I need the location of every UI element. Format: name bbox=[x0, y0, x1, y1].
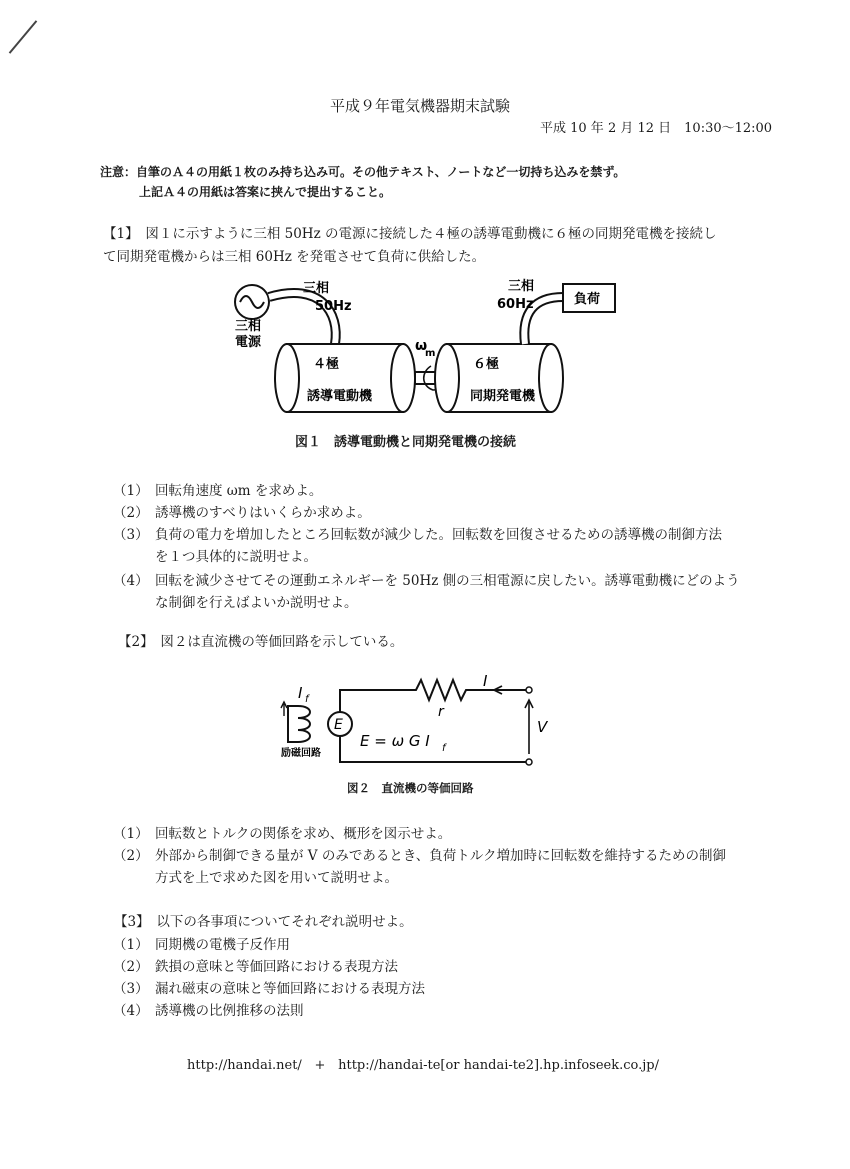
emf-equation-sub: f bbox=[442, 743, 446, 754]
source-label-2: 電源 bbox=[235, 335, 262, 350]
q1-item-4-cont: な制御を行えばよいか説明せよ。 bbox=[155, 595, 358, 611]
omega-sub-label: m bbox=[425, 348, 436, 359]
field-current-sub-label: f bbox=[305, 694, 309, 705]
exam-title: 平成９年電気機器期末試験 bbox=[330, 97, 511, 115]
q1-item-3: （3） 負荷の電力を増加したところ回転数が減少した。回転数を回復させるための誘導機の制御方法 bbox=[113, 527, 722, 543]
sine-wave-icon bbox=[240, 296, 264, 308]
generator-name-label: 同期発電機 bbox=[470, 389, 536, 404]
armature-wire bbox=[340, 680, 529, 712]
armature-current-label: I bbox=[483, 672, 488, 690]
omega-label: ω bbox=[415, 338, 428, 354]
figure-2-diagram bbox=[278, 662, 553, 774]
q3-intro: 【3】 以下の各事項についてそれぞれ説明せよ。 bbox=[114, 914, 413, 930]
footer-url-2[interactable]: http://handai-te[or handai-te2].hp.infoseek.co.jp/ bbox=[338, 1058, 659, 1073]
emf-equation: E = ω G I bbox=[360, 732, 430, 750]
generator-poles-label: ６極 bbox=[473, 357, 500, 372]
source-label-1: 三相 bbox=[235, 319, 262, 334]
q1-item-4: （4） 回転を減少させてその運動エネルギーを 50Hz 側の三相電源に戻したい。誘導電動機にどのよう bbox=[113, 573, 740, 589]
load-label: 負荷 bbox=[574, 292, 601, 307]
footer-links bbox=[187, 1058, 659, 1073]
voltage-label: V bbox=[537, 718, 548, 736]
field-current-label: I bbox=[298, 684, 303, 702]
figure-2-caption: 図２ 直流機の等価回路 bbox=[347, 781, 474, 795]
q1-intro-line-2: て同期発電機からは三相 60Hz を発電させて負荷に供給した。 bbox=[103, 249, 486, 265]
footer-url-1[interactable]: http://handai.net/ bbox=[187, 1058, 302, 1073]
field-coil bbox=[298, 706, 310, 742]
footer-separator: + bbox=[314, 1058, 326, 1073]
notice-line-1: 注意：自筆のＡ４の用紙１枚のみ持ち込み可。その他テキスト、ノートなど一切持ち込みを禁ず。 bbox=[100, 165, 626, 179]
resistance-label: r bbox=[438, 704, 444, 720]
right-freq-label-1: 三相 bbox=[508, 279, 535, 294]
q1-intro-line-1: 【1】 図１に示すように三相 50Hz の電源に接続した４極の誘導電動機に６極の同期発電機を接続し bbox=[103, 226, 717, 242]
exam-date: 平成 10 年 2 月 12 日 10:30〜12:00 bbox=[540, 121, 773, 136]
figure-1-caption: 図１ 誘導電動機と同期発電機の接続 bbox=[295, 435, 517, 450]
q1-item-2: （2） 誘導機のすべりはいくらか求めよ。 bbox=[113, 505, 371, 521]
motor-name-label: 誘導電動機 bbox=[307, 389, 373, 404]
q1-item-3-cont: を１つ具体的に説明せよ。 bbox=[155, 549, 317, 565]
q1-item-1: （1） 回転角速度 ωm を求めよ。 bbox=[113, 483, 323, 499]
q3-item-1: （1） 同期機の電機子反作用 bbox=[113, 937, 290, 953]
q2-item-2: （2） 外部から制御できる量が V のみであるとき、負荷トルク増加時に回転数を維持するための制御 bbox=[113, 848, 727, 864]
emf-symbol: E bbox=[334, 717, 343, 733]
right-freq-label-2: 60Hz bbox=[497, 297, 534, 312]
motor-poles-label: ４極 bbox=[313, 357, 340, 372]
q3-item-3: （3） 漏れ磁束の意味と等価回路における表現方法 bbox=[113, 981, 425, 997]
q3-item-4: （4） 誘導機の比例推移の法則 bbox=[113, 1003, 304, 1019]
q2-item-1: （1） 回転数とトルクの関係を求め、概形を図示せよ。 bbox=[113, 826, 452, 842]
q2-item-2-cont: 方式を上で求めた図を用いて説明せよ。 bbox=[155, 870, 398, 886]
field-circuit-label: 励磁回路 bbox=[281, 748, 321, 759]
q3-item-2: （2） 鉄損の意味と等価回路における表現方法 bbox=[113, 959, 398, 975]
figure-1-diagram bbox=[225, 272, 625, 432]
left-freq-label-1: 三相 bbox=[303, 281, 330, 296]
left-freq-label-2: 50Hz bbox=[315, 299, 352, 314]
pen-mark bbox=[9, 20, 38, 53]
q2-intro: 【2】 図２は直流機の等価回路を示している。 bbox=[118, 634, 404, 650]
notice-line-2: 上記Ａ４の用紙は答案に挟んで提出すること。 bbox=[139, 185, 392, 199]
